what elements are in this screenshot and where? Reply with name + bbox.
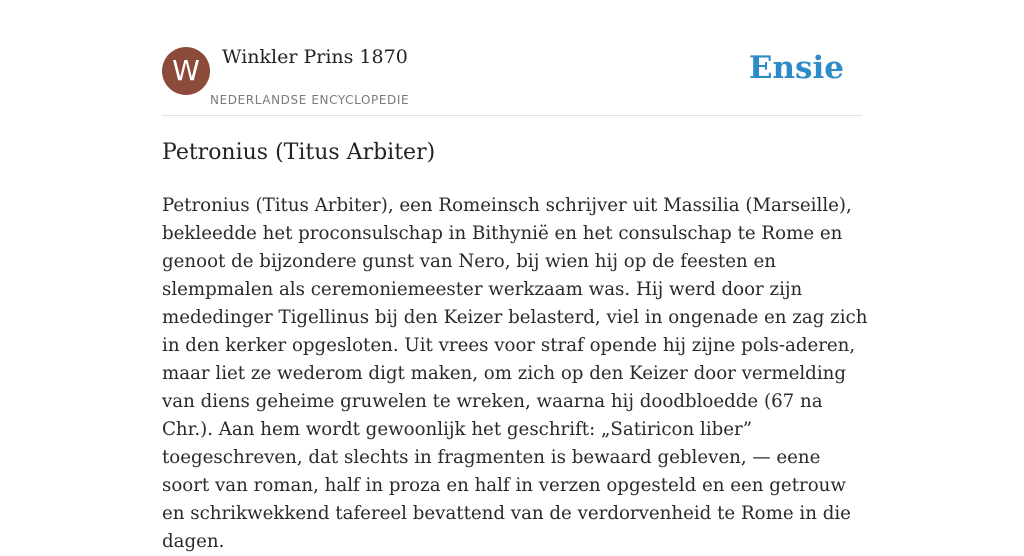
article-body: Petronius (Titus Arbiter), een Romeinsch schrijver uit Massilia (Marseille), bekleedde het proconsulschap in Bithynië en het consulschap te Rome en genoot de bijzondere gunst van Nero, bij wien hij op de feesten en slempmalen als ceremoniemeester werkzaam was. Hij werd door zijn mededinger Tigellinus bij den Keizer belasterd, viel in ongenade en zag zich in den kerker opgesloten. Uit vrees voor straf opende hij zijne pols-aderen, maar liet ze wederom digt maken, om zich op den Keizer door vermelding van diens geheime gruwelen te wreken, waarna hij doodbloedde (67 na Chr.). Aan hem wordt gewoonlijk het geschrift: „Satiricon liber” toegeschreven, dat slechts in fragmenten is bewaard gebleven, — eene soort van roman, half in proza en half in verzen opgesteld en een getrouw en schrikwekkend tafereel bevattend van de verdorvenheid te Rome in die dagen. (162, 195, 868, 552)
avatar[interactable]: W (162, 47, 210, 95)
site-title-link[interactable]: Winkler Prins 1870 (222, 46, 408, 68)
site-header (162, 40, 862, 116)
brand-logo[interactable]: Ensie (748, 50, 844, 86)
page-title: Petronius (Titus Arbiter) (162, 140, 436, 165)
site-subtitle: NEDERLANDSE ENCYCLOPEDIE (210, 93, 410, 107)
